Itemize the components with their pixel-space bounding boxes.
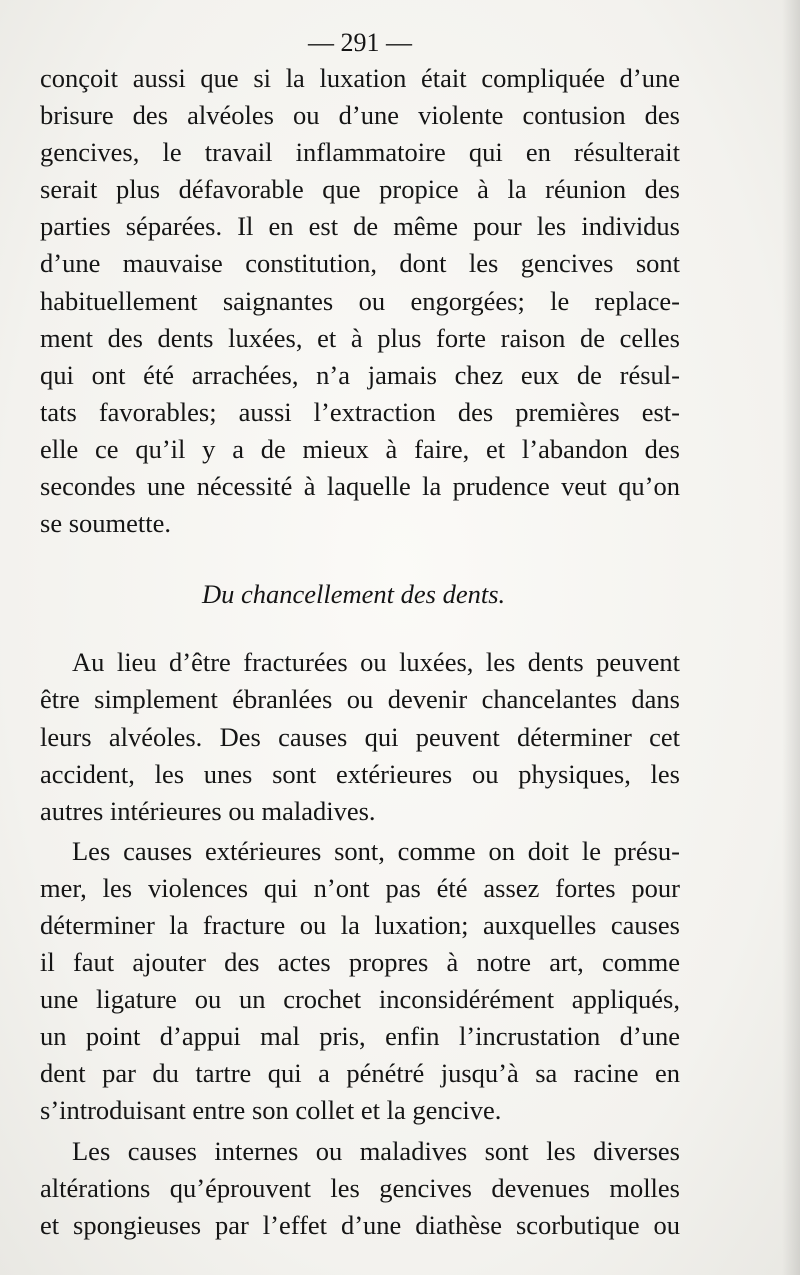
text-line: se soumette. <box>40 508 171 539</box>
text-line: autres intérieures ou maladives. <box>40 795 376 826</box>
text-line: un point d’appui mal pris, enfin l’incrustation d’une <box>40 1021 680 1052</box>
page-text <box>40 26 680 1244</box>
text-line: altérations qu’éprouvent les gencives devenues molles <box>40 1172 680 1203</box>
text-line: s’introduisant entre son collet et la gencive. <box>40 1095 502 1126</box>
text-line: secondes une nécessité à laquelle la prudence veut qu’on <box>40 471 680 502</box>
text-line: conçoit aussi que si la luxation était compliquée d’une <box>40 63 680 93</box>
paragraph <box>40 1133 680 1244</box>
text-line: ment des dents luxées, et à plus forte raison de celles <box>40 322 680 353</box>
text-line: il faut ajouter des actes propres à notre art, comme <box>40 947 680 978</box>
text-line: tats favorables; aussi l’extraction des premières est- <box>40 396 680 427</box>
text-line: Au lieu d’être fracturées ou luxées, les dents peuvent <box>72 647 680 678</box>
text-line: accident, les unes sont extérieures ou physiques, les <box>40 758 680 789</box>
page-edge-shadow <box>782 0 800 1275</box>
text-line: une ligature ou un crochet inconsidérément appliqués, <box>40 984 680 1015</box>
paragraph <box>40 644 680 829</box>
text-line: Les causes extérieures sont, comme on doit le présu- <box>72 835 680 866</box>
paragraph <box>40 833 680 1130</box>
text-line: parties séparées. Il en est de même pour les individus <box>40 211 680 242</box>
text-line: gencives, le travail inflammatoire qui en résulterait <box>40 137 680 168</box>
text-line: elle ce qu’il y a de mieux à faire, et l’abandon des <box>40 433 680 464</box>
text-line: leurs alvéoles. Des causes qui peuvent déterminer cet <box>40 721 680 752</box>
text-line: être simplement ébranlées ou devenir chancelantes dans <box>40 684 680 715</box>
text-line: habituellement saignantes ou engorgées; le replace- <box>40 285 680 316</box>
text-line: mer, les violences qui n’ont pas été assez fortes pour <box>40 872 680 903</box>
text-line: dent par du tartre qui a pénétré jusqu’à sa racine en <box>40 1058 680 1089</box>
text-line: Les causes internes ou maladives sont les diverses <box>72 1135 680 1166</box>
section-heading: Du chancellement des dents. <box>202 579 506 610</box>
text-line: d’une mauvaise constitution, dont les gencives sont <box>40 248 680 279</box>
page-number: — 291 — <box>308 28 412 57</box>
text-line: qui ont été arrachées, n’a jamais chez eux de résul- <box>40 359 680 390</box>
text-line: serait plus défavorable que propice à la réunion des <box>40 174 680 205</box>
paragraph-continued <box>40 60 680 542</box>
text-line: brisure des alvéoles ou d’une violente contusion des <box>40 100 680 131</box>
text-line: déterminer la fracture ou la luxation; auxquelles causes <box>40 909 680 940</box>
text-line: et spongieuses par l’effet d’une diathèse scorbutique ou <box>40 1209 680 1240</box>
